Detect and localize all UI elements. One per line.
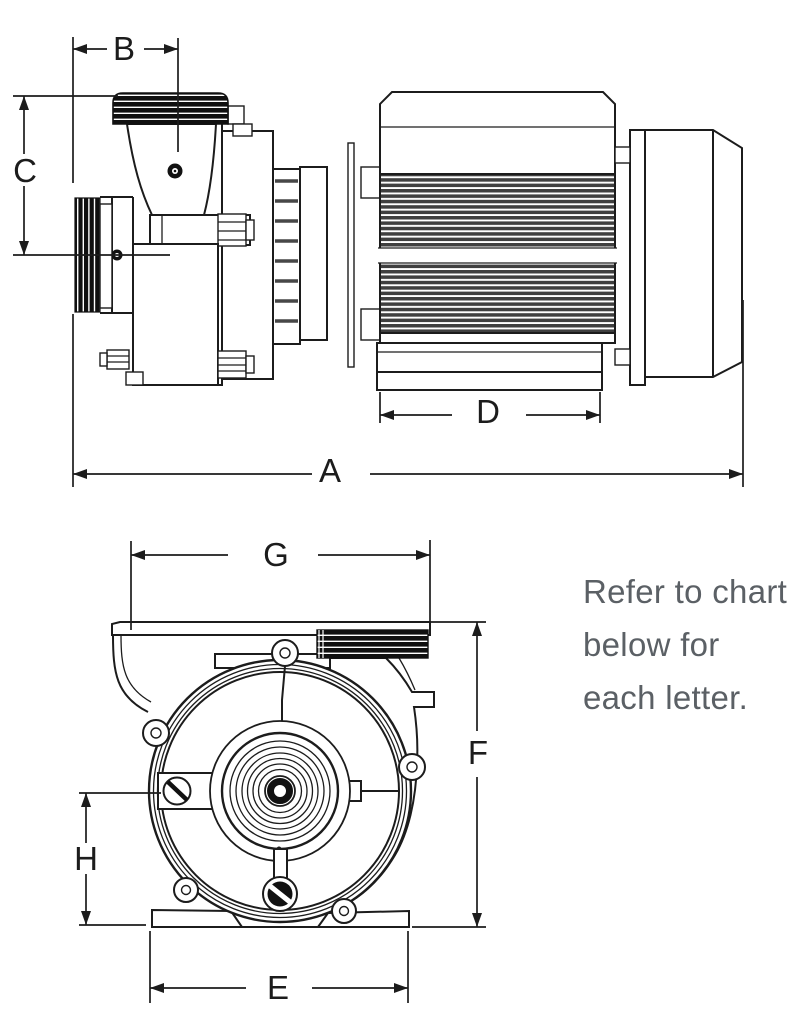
dimension-g <box>131 536 430 630</box>
dim-label-b: B <box>112 30 136 67</box>
note-line-1: Refer to chart <box>583 573 788 610</box>
dim-label-d: D <box>476 393 500 430</box>
front-lid-threads <box>317 630 428 658</box>
dim-label-g: G <box>263 536 289 573</box>
strainer-pot <box>127 124 216 215</box>
pot-cheek-outer <box>113 635 148 712</box>
dimension-h <box>74 793 161 925</box>
dimension-d <box>380 392 600 430</box>
dim-label-f: F <box>467 734 489 771</box>
dimension-e <box>150 931 408 1006</box>
dim-label-a: A <box>318 452 342 489</box>
body-foot <box>126 372 143 385</box>
discharge-band <box>150 214 254 246</box>
note-text <box>583 573 787 716</box>
front-lid <box>112 622 430 658</box>
pot-cheek-inner <box>121 635 151 702</box>
plate-tab-lower <box>233 124 252 136</box>
body-bolt-left <box>107 350 129 369</box>
front-view <box>112 622 434 927</box>
center-boss <box>210 721 350 861</box>
note-line-3: each letter. <box>583 679 749 716</box>
strainer-lid <box>113 93 228 124</box>
plate-tab-upper <box>228 106 244 124</box>
motor-base <box>377 343 602 390</box>
dim-label-h: H <box>74 840 98 877</box>
side-view <box>75 92 742 390</box>
motor-body <box>378 92 617 343</box>
dim-label-e: E <box>266 969 290 1006</box>
motor-mount-plate <box>222 131 273 379</box>
dim-label-c: C <box>13 152 37 189</box>
fan-cover <box>615 130 742 385</box>
adapter-band <box>273 143 381 367</box>
note-line-2: below for <box>583 626 720 663</box>
